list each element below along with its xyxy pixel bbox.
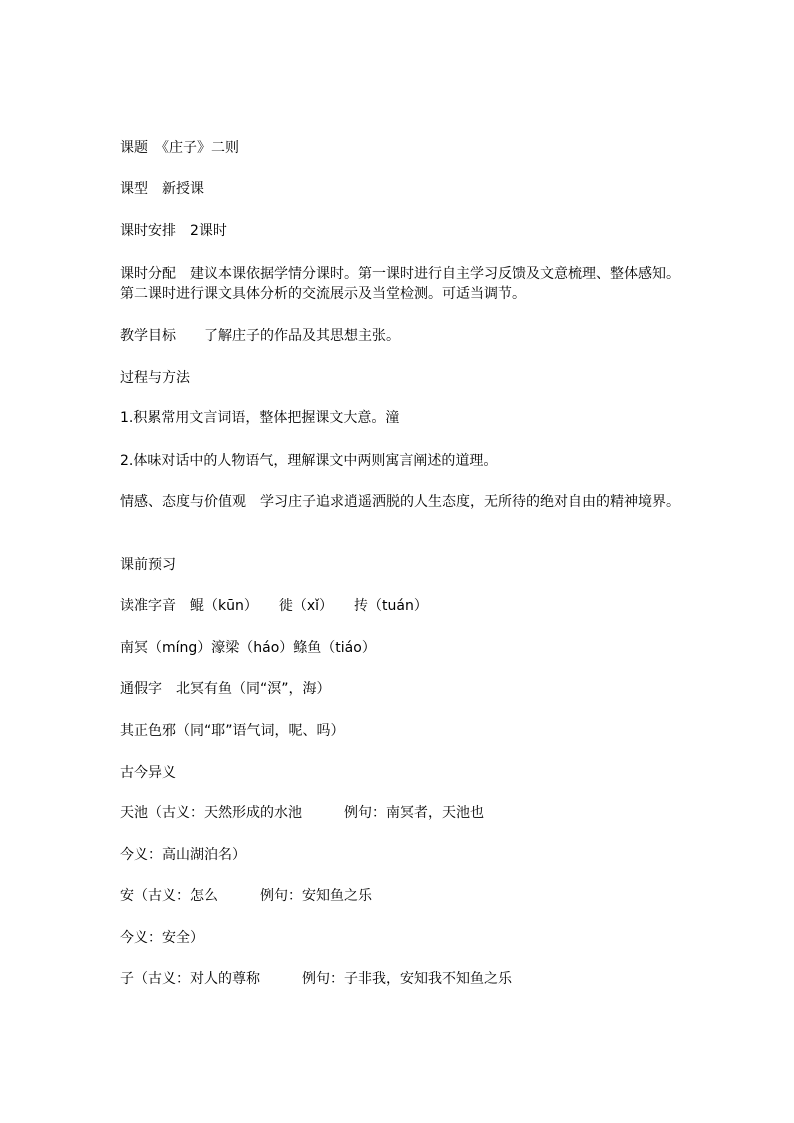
process-method-heading: 过程与方法 [120,370,190,386]
tongjia-line-2: 其正色邪（同“耶”语气词，呢、吗） [120,723,345,739]
goal-item-2: 2.体味对话中的人物语气，理解课文中两则寓言阐述的道理。 [120,453,498,469]
lesson-type: 课型 新授课 [120,181,204,197]
word-an: 安（古义：怎么 例句：安知鱼之乐 [120,888,372,904]
word-an-modern: 今义：安全） [120,930,204,946]
word-tianchi-modern: 今义：高山湖泊名） [120,847,246,863]
pronunciation-line-2: 南冥（míng）濠梁（háo）鲦鱼（tiáo） [120,640,376,656]
lesson-schedule: 课时安排 2课时 [120,223,227,239]
tongjia-line-1: 通假字 北冥有鱼（同“溟”，海） [120,681,331,697]
pronunciation-line-1: 读准字音 鲲（kūn） 徙（xǐ） 抟（tuán） [120,598,428,614]
preview-heading: 课前预习 [120,557,176,573]
lesson-allocation: 课时分配 建议本课依据学情分课时。第一课时进行自主学习反馈及文意梳理、整体感知。第二课时进行课文具体分析的交流展示及当堂检测。可适当调节。 [120,266,680,302]
teaching-goal: 教学目标 了解庄子的作品及其思想主张。 [120,328,400,344]
word-tianchi: 天池（古义：天然形成的水池 例句：南冥者，天池也 [120,805,484,821]
lesson-title: 课题 《庄子》二则 [120,140,239,156]
word-zi: 子（古义：对人的尊称 例句：子非我，安知我不知鱼之乐 [120,971,512,987]
ancient-modern-heading: 古今异义 [120,765,176,781]
emotion-values: 情感、态度与价值观 学习庄子追求逍遥洒脱的人生态度，无所待的绝对自由的精神境界。 [120,494,680,510]
goal-item-1: 1.积累常用文言词语，整体把握课文大意。潼 [120,410,400,426]
